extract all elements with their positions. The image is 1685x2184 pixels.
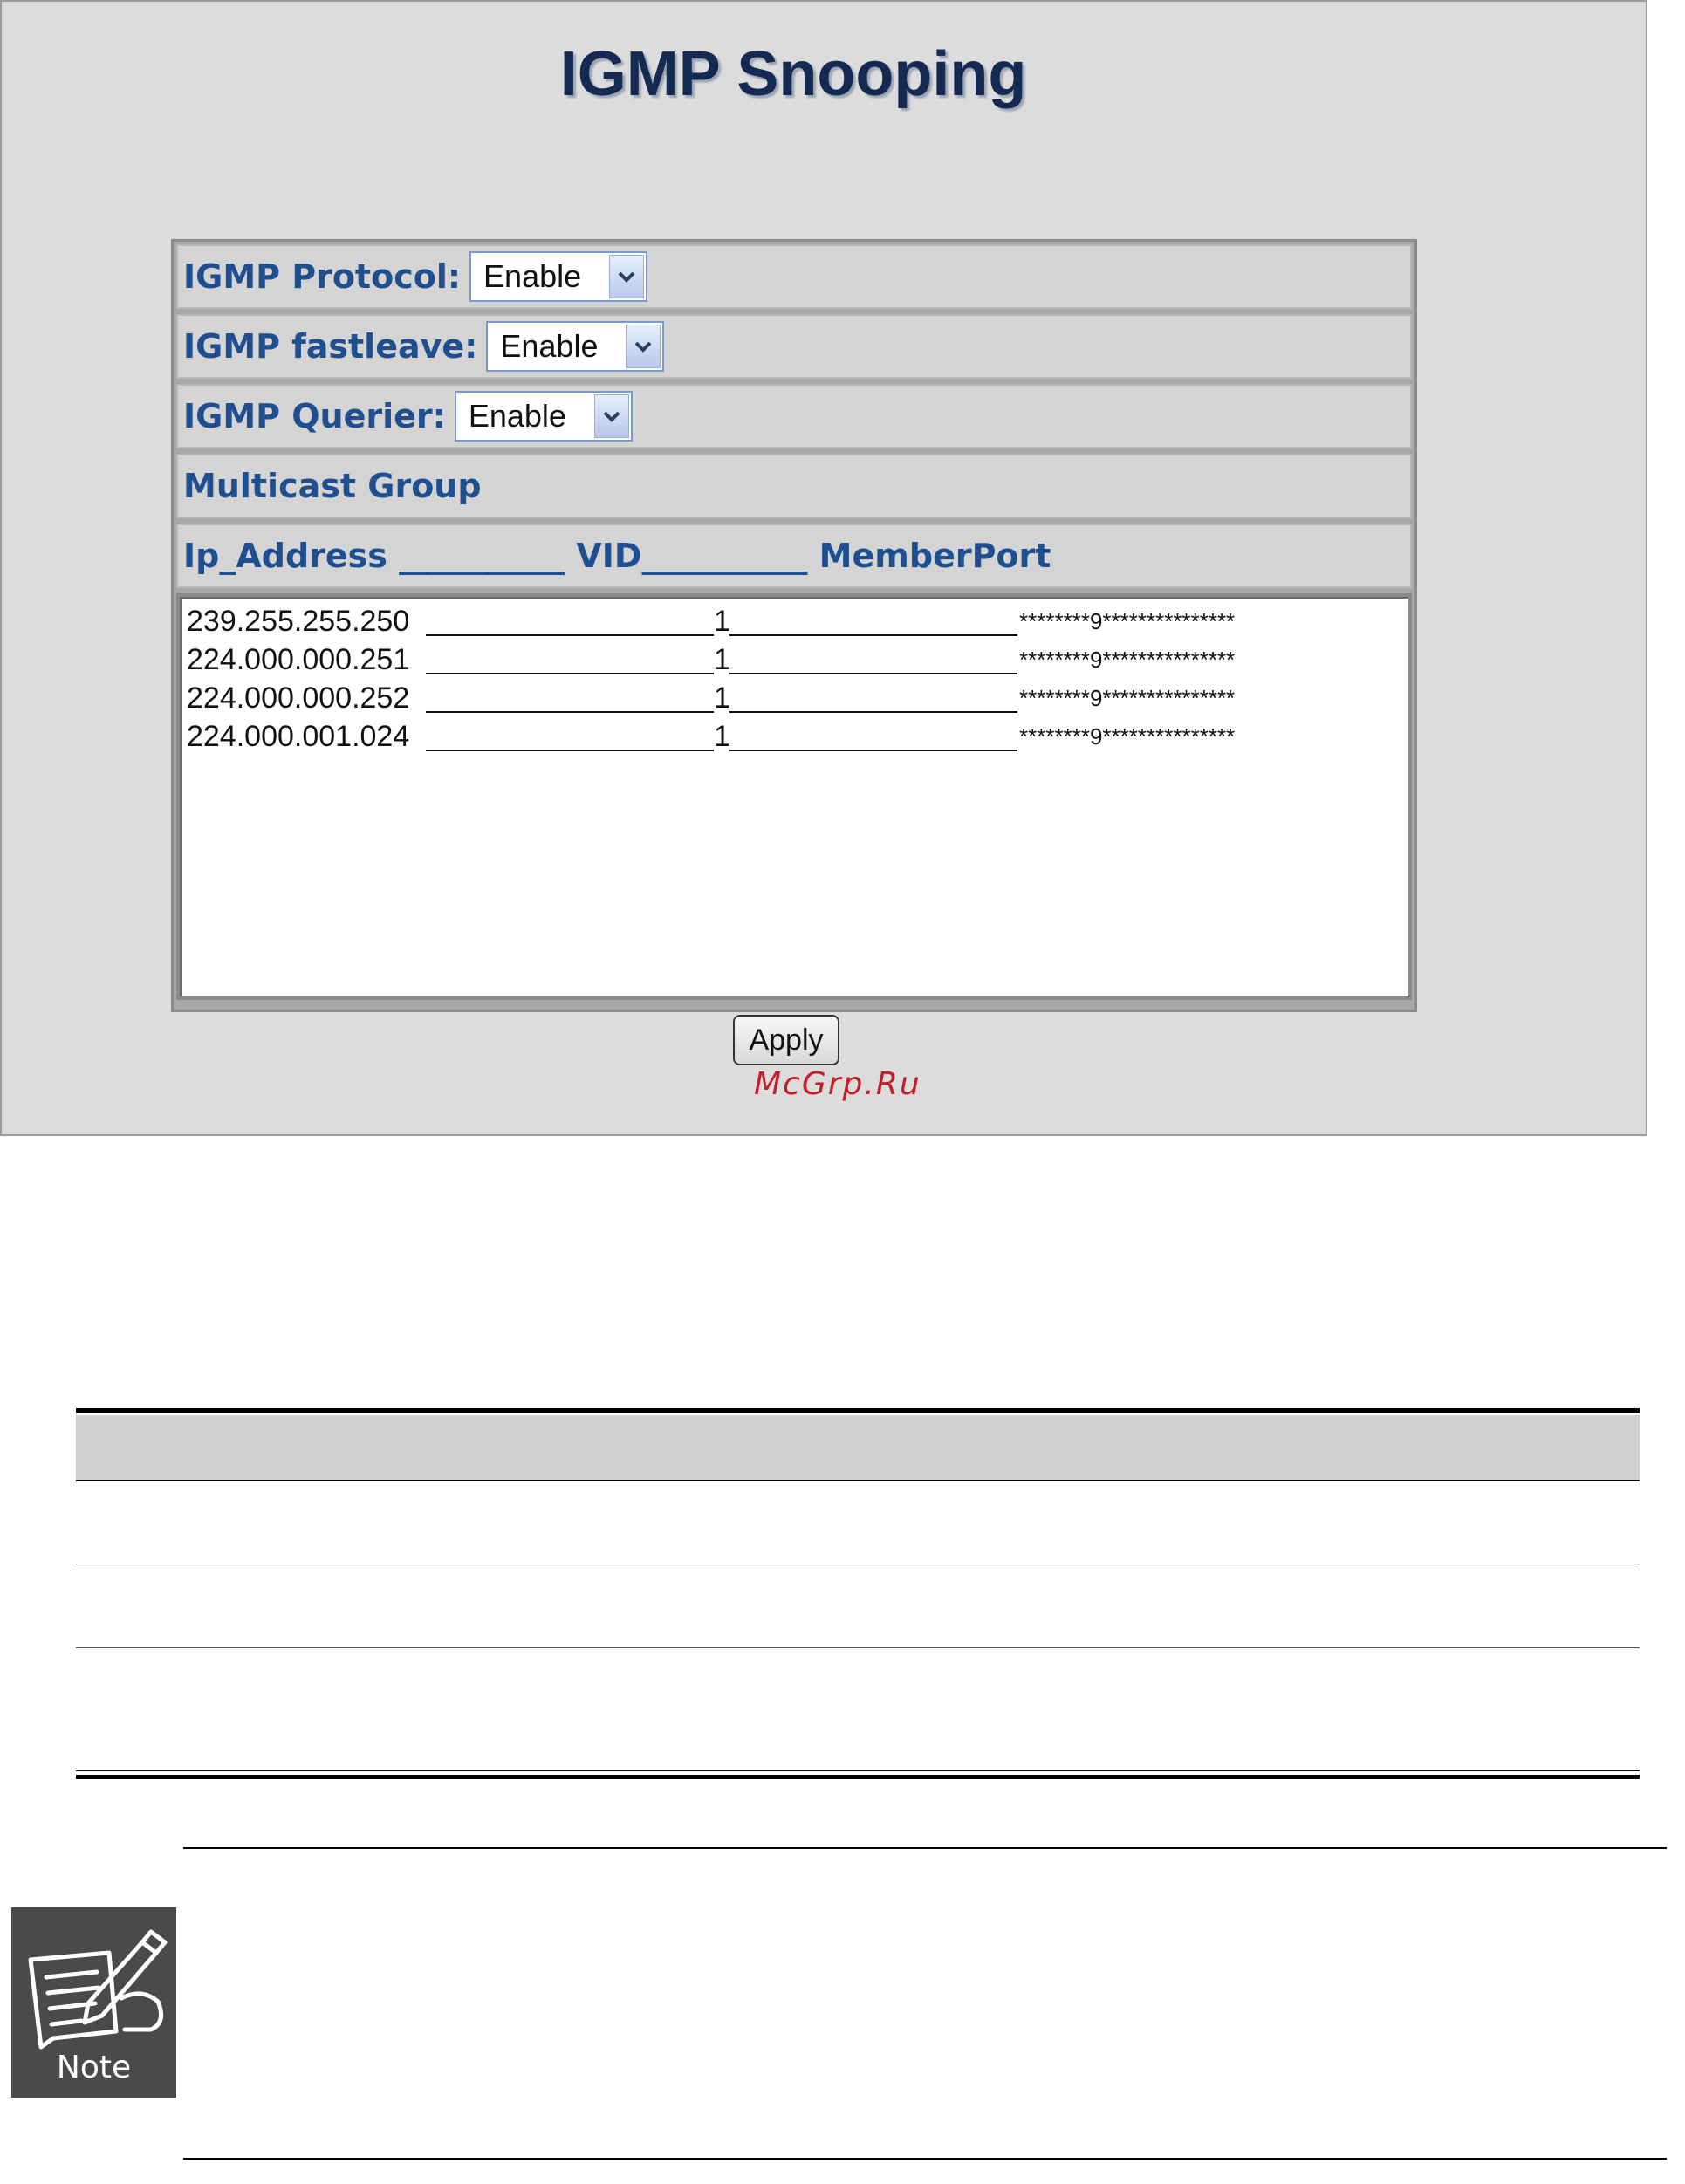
chevron-down-icon[interactable] [626, 325, 661, 368]
member-ip: 224.000.000.251 [187, 643, 410, 676]
description-table [76, 1408, 1640, 1779]
list-item[interactable] [187, 679, 1401, 717]
separator [729, 720, 1017, 751]
note-top-rule [183, 1847, 1667, 1849]
member-vid: 1 [714, 643, 730, 676]
separator [426, 605, 714, 636]
member-ports: ********9*************** [1019, 608, 1236, 634]
separator [426, 643, 714, 674]
multicast-group-row [176, 454, 1412, 518]
note-bottom-rule [183, 2158, 1667, 2160]
igmp-fastleave-select[interactable] [486, 321, 664, 372]
igmp-protocol-select[interactable] [469, 251, 647, 302]
igmp-fastleave-value: Enable [500, 328, 599, 364]
chevron-down-icon[interactable] [594, 394, 629, 438]
table-top-rule [76, 1408, 1640, 1413]
table-row [76, 1648, 1640, 1770]
igmp-settings-form [171, 239, 1417, 1012]
table-header [76, 1415, 1640, 1480]
list-item[interactable] [187, 602, 1401, 640]
igmp-protocol-label: IGMP Protocol: [183, 257, 462, 296]
igmp-querier-value: Enable [468, 398, 566, 434]
igmp-querier-select[interactable] [455, 391, 633, 442]
table-bottom-rule [76, 1775, 1640, 1779]
chevron-down-icon[interactable] [609, 255, 644, 298]
member-vid: 1 [714, 681, 730, 715]
member-ip: 224.000.001.024 [187, 720, 410, 753]
igmp-fastleave-label: IGMP fastleave: [183, 327, 478, 366]
member-vid: 1 [714, 720, 730, 753]
member-ip: 224.000.000.252 [187, 681, 410, 715]
columns-header-row [176, 524, 1412, 588]
member-ports: ********9*************** [1019, 685, 1236, 711]
list-item[interactable] [187, 717, 1401, 756]
igmp-protocol-value: Enable [483, 258, 582, 294]
separator [729, 643, 1017, 674]
note-label: Note [56, 2050, 132, 2085]
multicast-member-list[interactable] [176, 593, 1412, 1000]
table-row [76, 1564, 1640, 1648]
table-row [76, 1481, 1640, 1564]
note-icon [11, 1907, 176, 2098]
igmp-querier-row [176, 384, 1412, 448]
igmp-protocol-row [176, 244, 1412, 309]
separator [729, 605, 1017, 636]
separator [729, 681, 1017, 713]
member-ip: 239.255.255.250 [187, 605, 410, 638]
separator [426, 681, 714, 713]
igmp-fastleave-row [176, 314, 1412, 379]
list-item[interactable] [187, 640, 1401, 679]
member-vid: 1 [714, 605, 730, 638]
page-title: IGMP Snooping [559, 39, 1027, 109]
igmp-querier-label: IGMP Querier: [183, 397, 446, 435]
member-ports: ********9*************** [1019, 647, 1236, 673]
member-ports: ********9*************** [1019, 723, 1236, 750]
multicast-group-label: Multicast Group [183, 467, 482, 505]
watermark: McGrp.Ru [754, 1066, 921, 1102]
columns-header: Ip_Address __________ VID__________ MemberPort [183, 537, 1051, 575]
apply-button[interactable]: Apply [733, 1015, 839, 1065]
separator [426, 720, 714, 751]
